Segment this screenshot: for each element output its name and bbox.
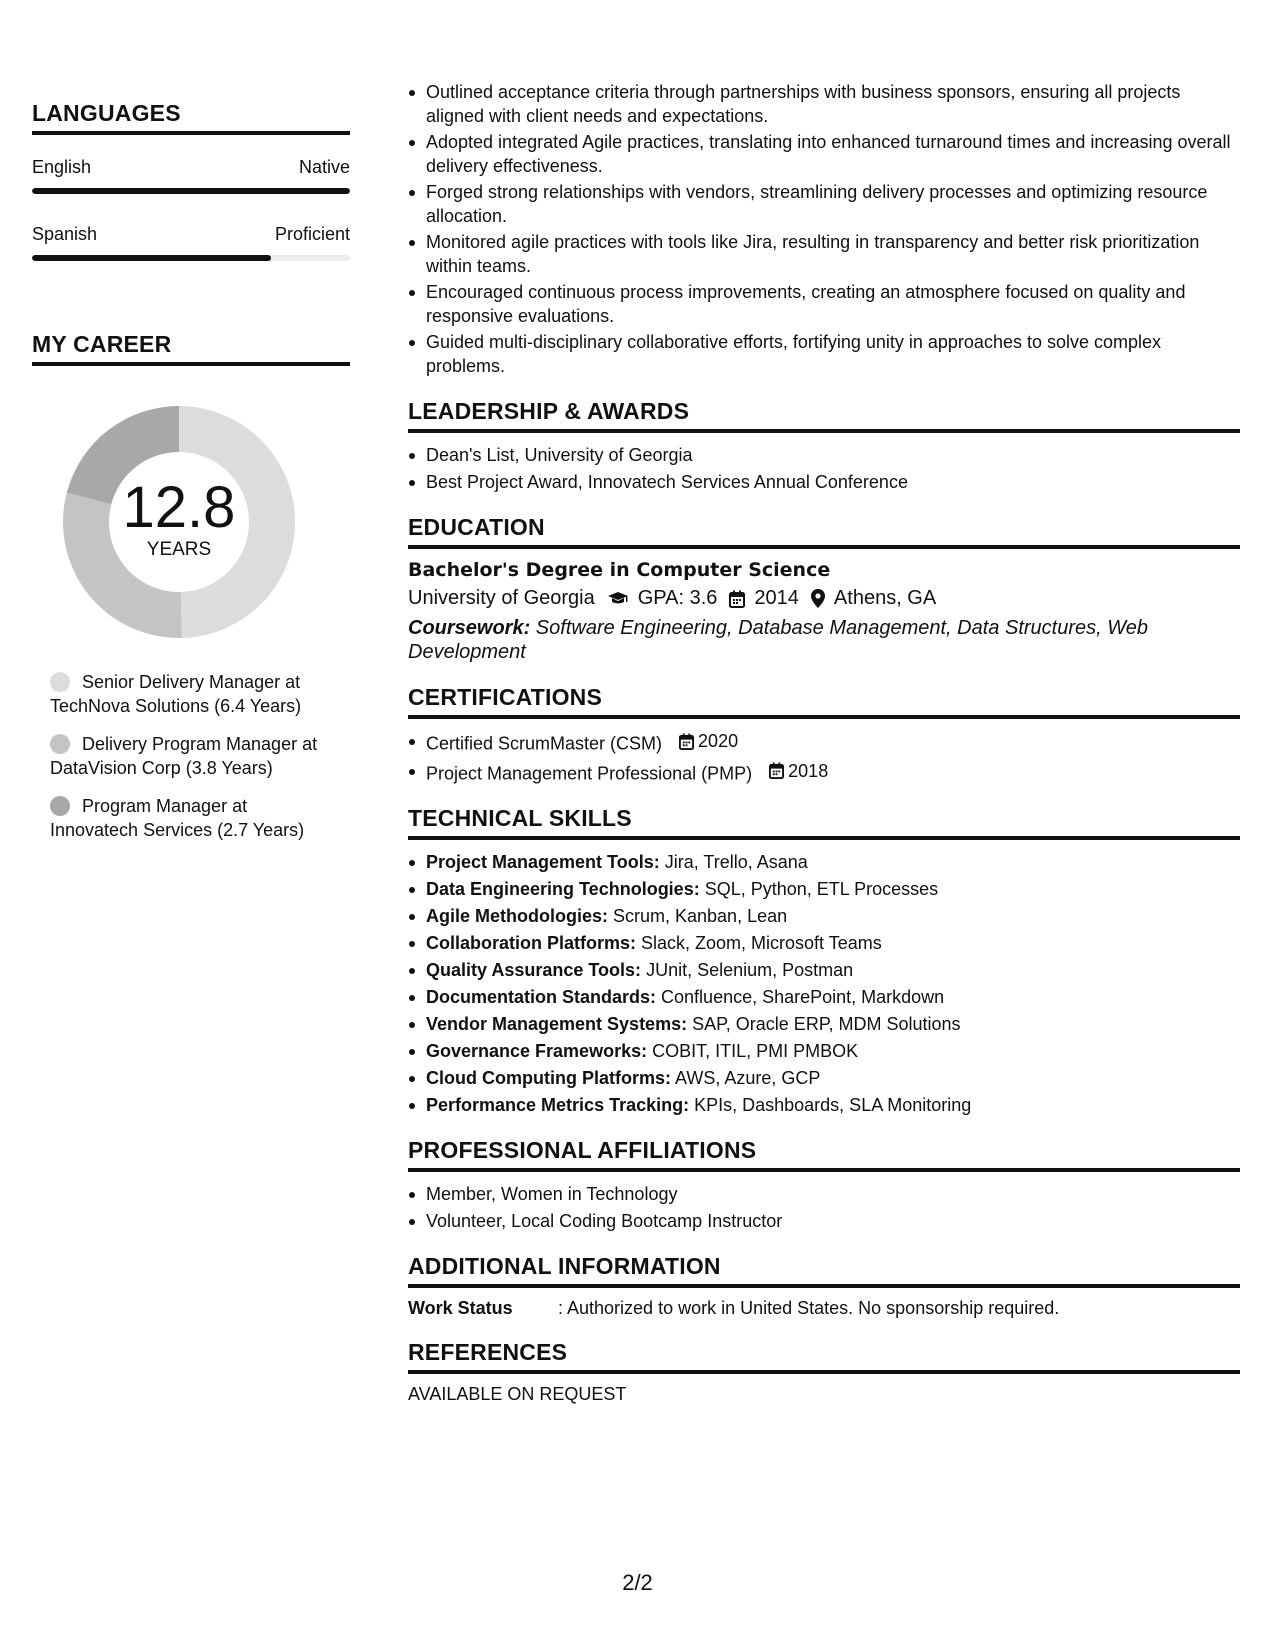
legend-dot: [50, 734, 70, 754]
certification-name: Certified ScrumMaster (CSM): [426, 733, 663, 754]
skill-category: Governance Frameworks:: [426, 1041, 648, 1061]
skill-values: KPIs, Dashboards, SLA Monitoring: [689, 1095, 972, 1115]
skill-values: Slack, Zoom, Microsoft Teams: [636, 933, 882, 953]
skill-item: [408, 904, 1240, 928]
career-total-years: 12.8: [122, 475, 236, 540]
references-section: [408, 1339, 1240, 1405]
experience-bullet: Guided multi-disciplinary collaborative efforts, fortifying unity in approaches to solve complex problems.: [408, 330, 1240, 378]
affiliations-title: PROFESSIONAL AFFILIATIONS: [408, 1137, 1240, 1172]
languages-title: LANGUAGES: [32, 100, 350, 135]
location-pin-icon: [811, 589, 825, 608]
language-name: English: [32, 157, 92, 177]
skill-category: Agile Methodologies:: [426, 906, 608, 926]
skill-category: Documentation Standards:: [426, 987, 657, 1007]
skill-category: Data Engineering Technologies:: [426, 879, 700, 899]
graduation-cap-icon: [607, 591, 629, 607]
career-legend-item: [50, 670, 330, 718]
skill-category: Performance Metrics Tracking:: [426, 1095, 690, 1115]
right-column: [408, 80, 1240, 1405]
skill-category: Collaboration Platforms:: [426, 933, 637, 953]
education-title: EDUCATION: [408, 514, 1240, 549]
certification-year: 2020: [698, 731, 739, 751]
education-section: [408, 514, 1240, 664]
certification-year: 2018: [788, 760, 829, 781]
career-donut-chart: [57, 400, 301, 644]
degree-title: Bachelor's Degree in Computer Science: [408, 559, 831, 581]
experience-bullet: Encouraged continuous process improvements, creating an atmosphere focused on quality and responsive evaluations.: [408, 280, 1240, 328]
coursework-label: Coursework:: [408, 617, 531, 639]
education-location: Athens, GA: [833, 587, 937, 609]
additional-info-section: [408, 1253, 1240, 1319]
career-role-label: Senior Delivery Manager at TechNova Solutions (6.4 Years): [50, 672, 302, 716]
skill-item: [408, 850, 1240, 874]
certifications-title: CERTIFICATIONS: [408, 684, 1240, 719]
skill-values: Confluence, SharePoint, Markdown: [656, 987, 945, 1007]
certification-item: [408, 729, 1240, 756]
additional-info-title: ADDITIONAL INFORMATION: [408, 1253, 1240, 1288]
left-column: [32, 100, 350, 856]
career-title: MY CAREER: [32, 331, 350, 366]
skill-item: [408, 1093, 1240, 1117]
skill-values: Jira, Trello, Asana: [659, 852, 808, 872]
awards-title: LEADERSHIP & AWARDS: [408, 398, 1240, 433]
career-total-unit: YEARS: [146, 539, 212, 560]
skill-values: SQL, Python, ETL Processes: [699, 879, 939, 899]
certification-name: Project Management Professional (PMP): [426, 763, 753, 783]
gpa: GPA: 3.6: [637, 587, 718, 609]
career-total: [57, 400, 301, 644]
skill-category: Quality Assurance Tools:: [426, 960, 642, 980]
skill-values: COBIT, ITIL, PMI PMBOK: [647, 1041, 859, 1061]
skill-item: [408, 1066, 1240, 1090]
legend-dot: [50, 672, 70, 692]
skill-category: Cloud Computing Platforms:: [426, 1068, 671, 1088]
coursework: [408, 616, 1240, 664]
work-status-value: : Authorized to work in United States. No sponsorship required.: [558, 1298, 1060, 1318]
skills-title: TECHNICAL SKILLS: [408, 805, 1240, 840]
language-level: Native: [298, 157, 350, 177]
awards-section: [408, 398, 1240, 494]
career-role-label: Delivery Program Manager at DataVision Corp (3.8 Years): [50, 734, 318, 778]
certification-item: [408, 759, 1240, 786]
skill-values: AWS, Azure, GCP: [670, 1068, 821, 1088]
language-proficiency-bar: [32, 188, 350, 194]
language-level: Proficient: [274, 224, 350, 244]
skill-item: [408, 877, 1240, 901]
award-item: Best Project Award, Innovatech Services Annual Conference: [408, 470, 1240, 494]
language-proficiency-fill: [32, 255, 271, 261]
career-legend-item: [50, 794, 330, 842]
affiliation-item: Volunteer, Local Coding Bootcamp Instructor: [408, 1209, 1240, 1233]
legend-dot: [50, 796, 70, 816]
experience-bullet: Outlined acceptance criteria through partnerships with business sponsors, ensuring all projects aligned with client needs and expectations.: [408, 80, 1240, 128]
skill-item: [408, 1039, 1240, 1063]
experience-bullet: Forged strong relationships with vendors, streamlining delivery processes and optimizing resource allocation.: [408, 180, 1240, 228]
skill-category: Vendor Management Systems:: [426, 1014, 688, 1034]
references-text: AVAILABLE ON REQUEST: [408, 1384, 627, 1404]
work-status-label: Work Status: [408, 1298, 513, 1318]
language-proficiency-fill: [32, 188, 350, 194]
award-item: Dean's List, University of Georgia: [408, 443, 1240, 467]
education-meta: [408, 587, 1240, 610]
skill-item: [408, 985, 1240, 1009]
language-item: [32, 157, 350, 194]
skill-values: SAP, Oracle ERP, MDM Solutions: [687, 1014, 961, 1034]
skill-item: [408, 931, 1240, 955]
career-role-label: Program Manager at Innovatech Services (2.7 Years): [50, 796, 305, 840]
certifications-section: [408, 684, 1240, 785]
language-name: Spanish: [32, 224, 98, 244]
calendar-icon: [679, 733, 694, 750]
experience-bullet: Adopted integrated Agile practices, translating into enhanced turnaround times and increasing overall delivery effectiveness.: [408, 130, 1240, 178]
skill-category: Project Management Tools:: [426, 852, 660, 872]
career-legend: [50, 670, 330, 842]
page-number: 2/2: [622, 1570, 653, 1595]
career-legend-item: [50, 732, 330, 780]
skill-item: [408, 958, 1240, 982]
references-title: REFERENCES: [408, 1339, 1240, 1374]
coursework-list: Software Engineering, Database Management, Data Structures, Web Development: [408, 617, 1148, 663]
calendar-icon: [729, 590, 745, 608]
work-status-row: [408, 1298, 1240, 1319]
experience-bullet: Monitored agile practices with tools like Jira, resulting in transparency and better risk prioritization within teams.: [408, 230, 1240, 278]
graduation-year: 2014: [754, 587, 799, 609]
skill-values: JUnit, Selenium, Postman: [641, 960, 854, 980]
experience-bullets: [408, 80, 1240, 378]
skills-section: [408, 805, 1240, 1117]
school-name: University of Georgia: [408, 587, 595, 609]
affiliations-section: [408, 1137, 1240, 1233]
skills-list: [408, 850, 1240, 1117]
affiliation-item: Member, Women in Technology: [408, 1182, 1240, 1206]
skill-item: [408, 1012, 1240, 1036]
language-proficiency-bar: [32, 255, 350, 261]
skill-values: Scrum, Kanban, Lean: [608, 906, 788, 926]
calendar-icon: [769, 762, 784, 779]
language-item: [32, 224, 350, 261]
